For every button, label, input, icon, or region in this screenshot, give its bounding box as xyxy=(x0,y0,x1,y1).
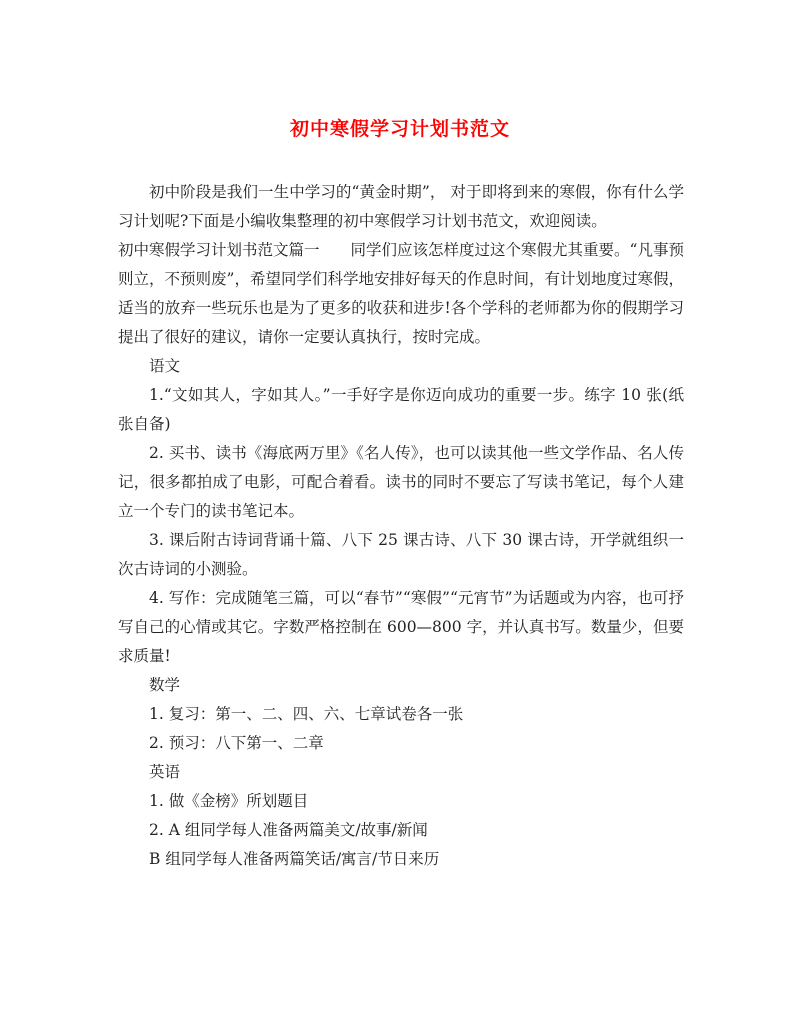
english-item-1: 1. 做《金榜》所划题目 xyxy=(149,792,309,810)
chinese-item-3: 3. 课后附古诗词背诵十篇、八下 25 课古诗、八下 30 课古诗，开学就组织一次古诗词的小测验。 xyxy=(118,531,684,578)
chinese-item-4: 4. 写作：完成随笔三篇，可以“春节”“寒假”“元宵节”为话题或为内容，也可抒写自己的心情或其它。字数严格控制在 600—800 字，并认真书写。数量少，但要求质量! xyxy=(118,589,684,665)
math-item-2: 2. 预习：八下第一、二章 xyxy=(149,734,324,752)
document-body xyxy=(118,178,684,874)
section-heading-chinese: 语文 xyxy=(149,357,181,375)
math-item-1: 1. 复习：第一、二、四、六、七章试卷各一张 xyxy=(149,705,464,723)
intro-paragraph: 初中阶段是我们一生中学习的“黄金时期”， 对于即将到来的寒假，你有什么学习计划呢?下面是小编收集整理的初中寒假学习计划书范文，欢迎阅读。 xyxy=(118,183,684,230)
document-title: 初中寒假学习计划书范文 xyxy=(289,118,510,140)
section-heading-english: 英语 xyxy=(149,763,181,781)
english-item-2b: B 组同学每人准备两篇笑话/寓言/节日来历 xyxy=(149,850,440,868)
chinese-item-1: 1.“文如其人，字如其人。”一手好字是你迈向成功的重要一步。练字 10 张(纸张自备) xyxy=(118,386,684,433)
body-paragraph-plan-intro: 初中寒假学习计划书范文篇一 同学们应该怎样度过这个寒假尤其重要。“凡事预则立，不预则废”，希望同学们科学地安排好每天的作息时间，有计划地度过寒假，适当的放弃一些玩乐也是为了更多的收获和进步!各个学科的老师都为你的假期学习提出了很好的建议，请你一定要认真执行，按时完成。 xyxy=(118,241,684,346)
english-item-2: 2. A 组同学每人准备两篇美文/故事/新闻 xyxy=(149,821,428,839)
section-heading-math: 数学 xyxy=(149,676,181,694)
chinese-item-2: 2. 买书、读书《海底两万里》《名人传》，也可以读其他一些文学作品、名人传记，很多都拍成了电影，可配合着看。读书的同时不要忘了写读书笔记，每个人建立一个专门的读书笔记本。 xyxy=(118,444,684,520)
